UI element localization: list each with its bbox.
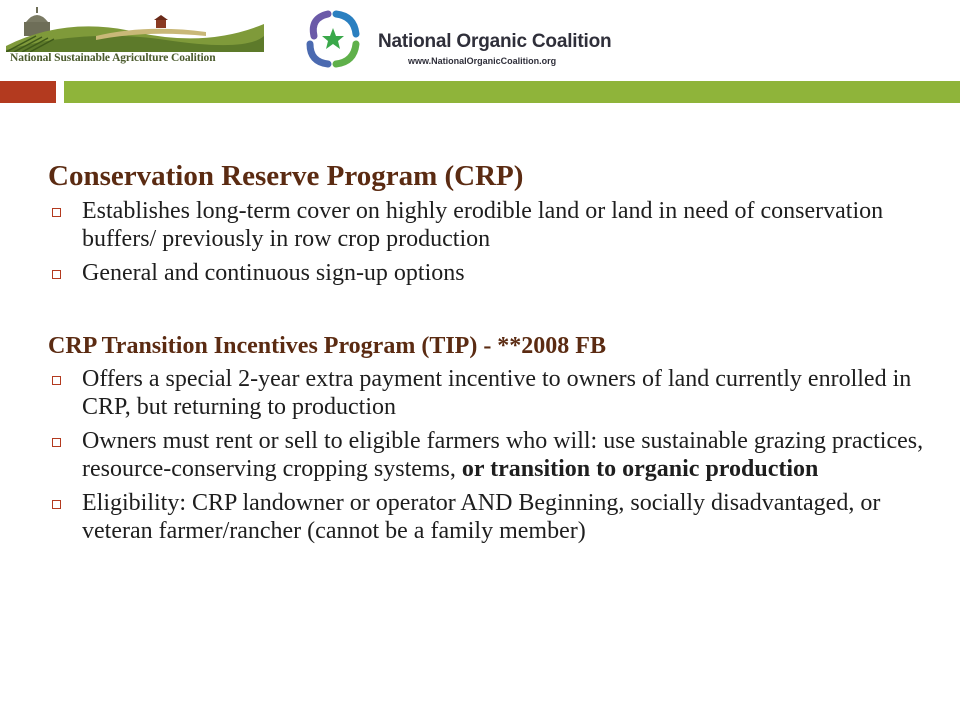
square-bullet-icon — [52, 376, 61, 385]
swirl-star-icon — [300, 6, 366, 72]
section-title-crp: Conservation Reserve Program (CRP) — [48, 160, 524, 192]
list-item — [48, 197, 948, 253]
list-item-text: Offers a special 2-year extra payment incentive to owners of land currently enrolled in CRP, but returning to production — [82, 365, 912, 420]
square-bullet-icon — [52, 500, 61, 509]
noc-logo-url: www.NationalOrganicCoalition.org — [408, 56, 557, 66]
accent-bar-green — [64, 81, 960, 103]
list-item — [48, 427, 948, 483]
list-item-text: Eligibility: CRP landowner or operator AND Beginning, socially disadvantaged, or veteran farmer/rancher (cannot be a family member) — [82, 489, 881, 544]
list-item-text: General and continuous sign-up options — [82, 260, 465, 287]
list-item — [48, 365, 948, 421]
capitol-farm-landscape-icon — [6, 6, 264, 52]
square-bullet-icon — [52, 208, 61, 217]
list-item — [48, 259, 948, 287]
slide-content — [48, 160, 948, 545]
accent-bar-red — [0, 81, 56, 103]
list-item-text: Owners must rent or sell to eligible farmers who will: use sustainable grazing practices, resource-conserving cropping systems, — [82, 427, 924, 482]
square-bullet-icon — [52, 438, 61, 447]
crp-bullet-list — [48, 197, 948, 287]
list-item-text: Establishes long-term cover on highly erodible land or land in need of conservation buffers/ previously in row crop production — [82, 198, 884, 253]
section-title-tip: CRP Transition Incentives Program (TIP) - **2008 FB — [48, 333, 606, 360]
nsac-logo-text: National Sustainable Agriculture Coalition — [10, 52, 216, 64]
tip-bullet-list — [48, 365, 948, 545]
list-item-emphasis: or transition to organic production — [461, 455, 819, 482]
noc-logo — [300, 6, 630, 72]
noc-logo-name: National Organic Coalition — [378, 31, 612, 52]
nsac-logo — [6, 6, 264, 68]
list-item — [48, 489, 948, 545]
square-bullet-icon — [52, 270, 61, 279]
